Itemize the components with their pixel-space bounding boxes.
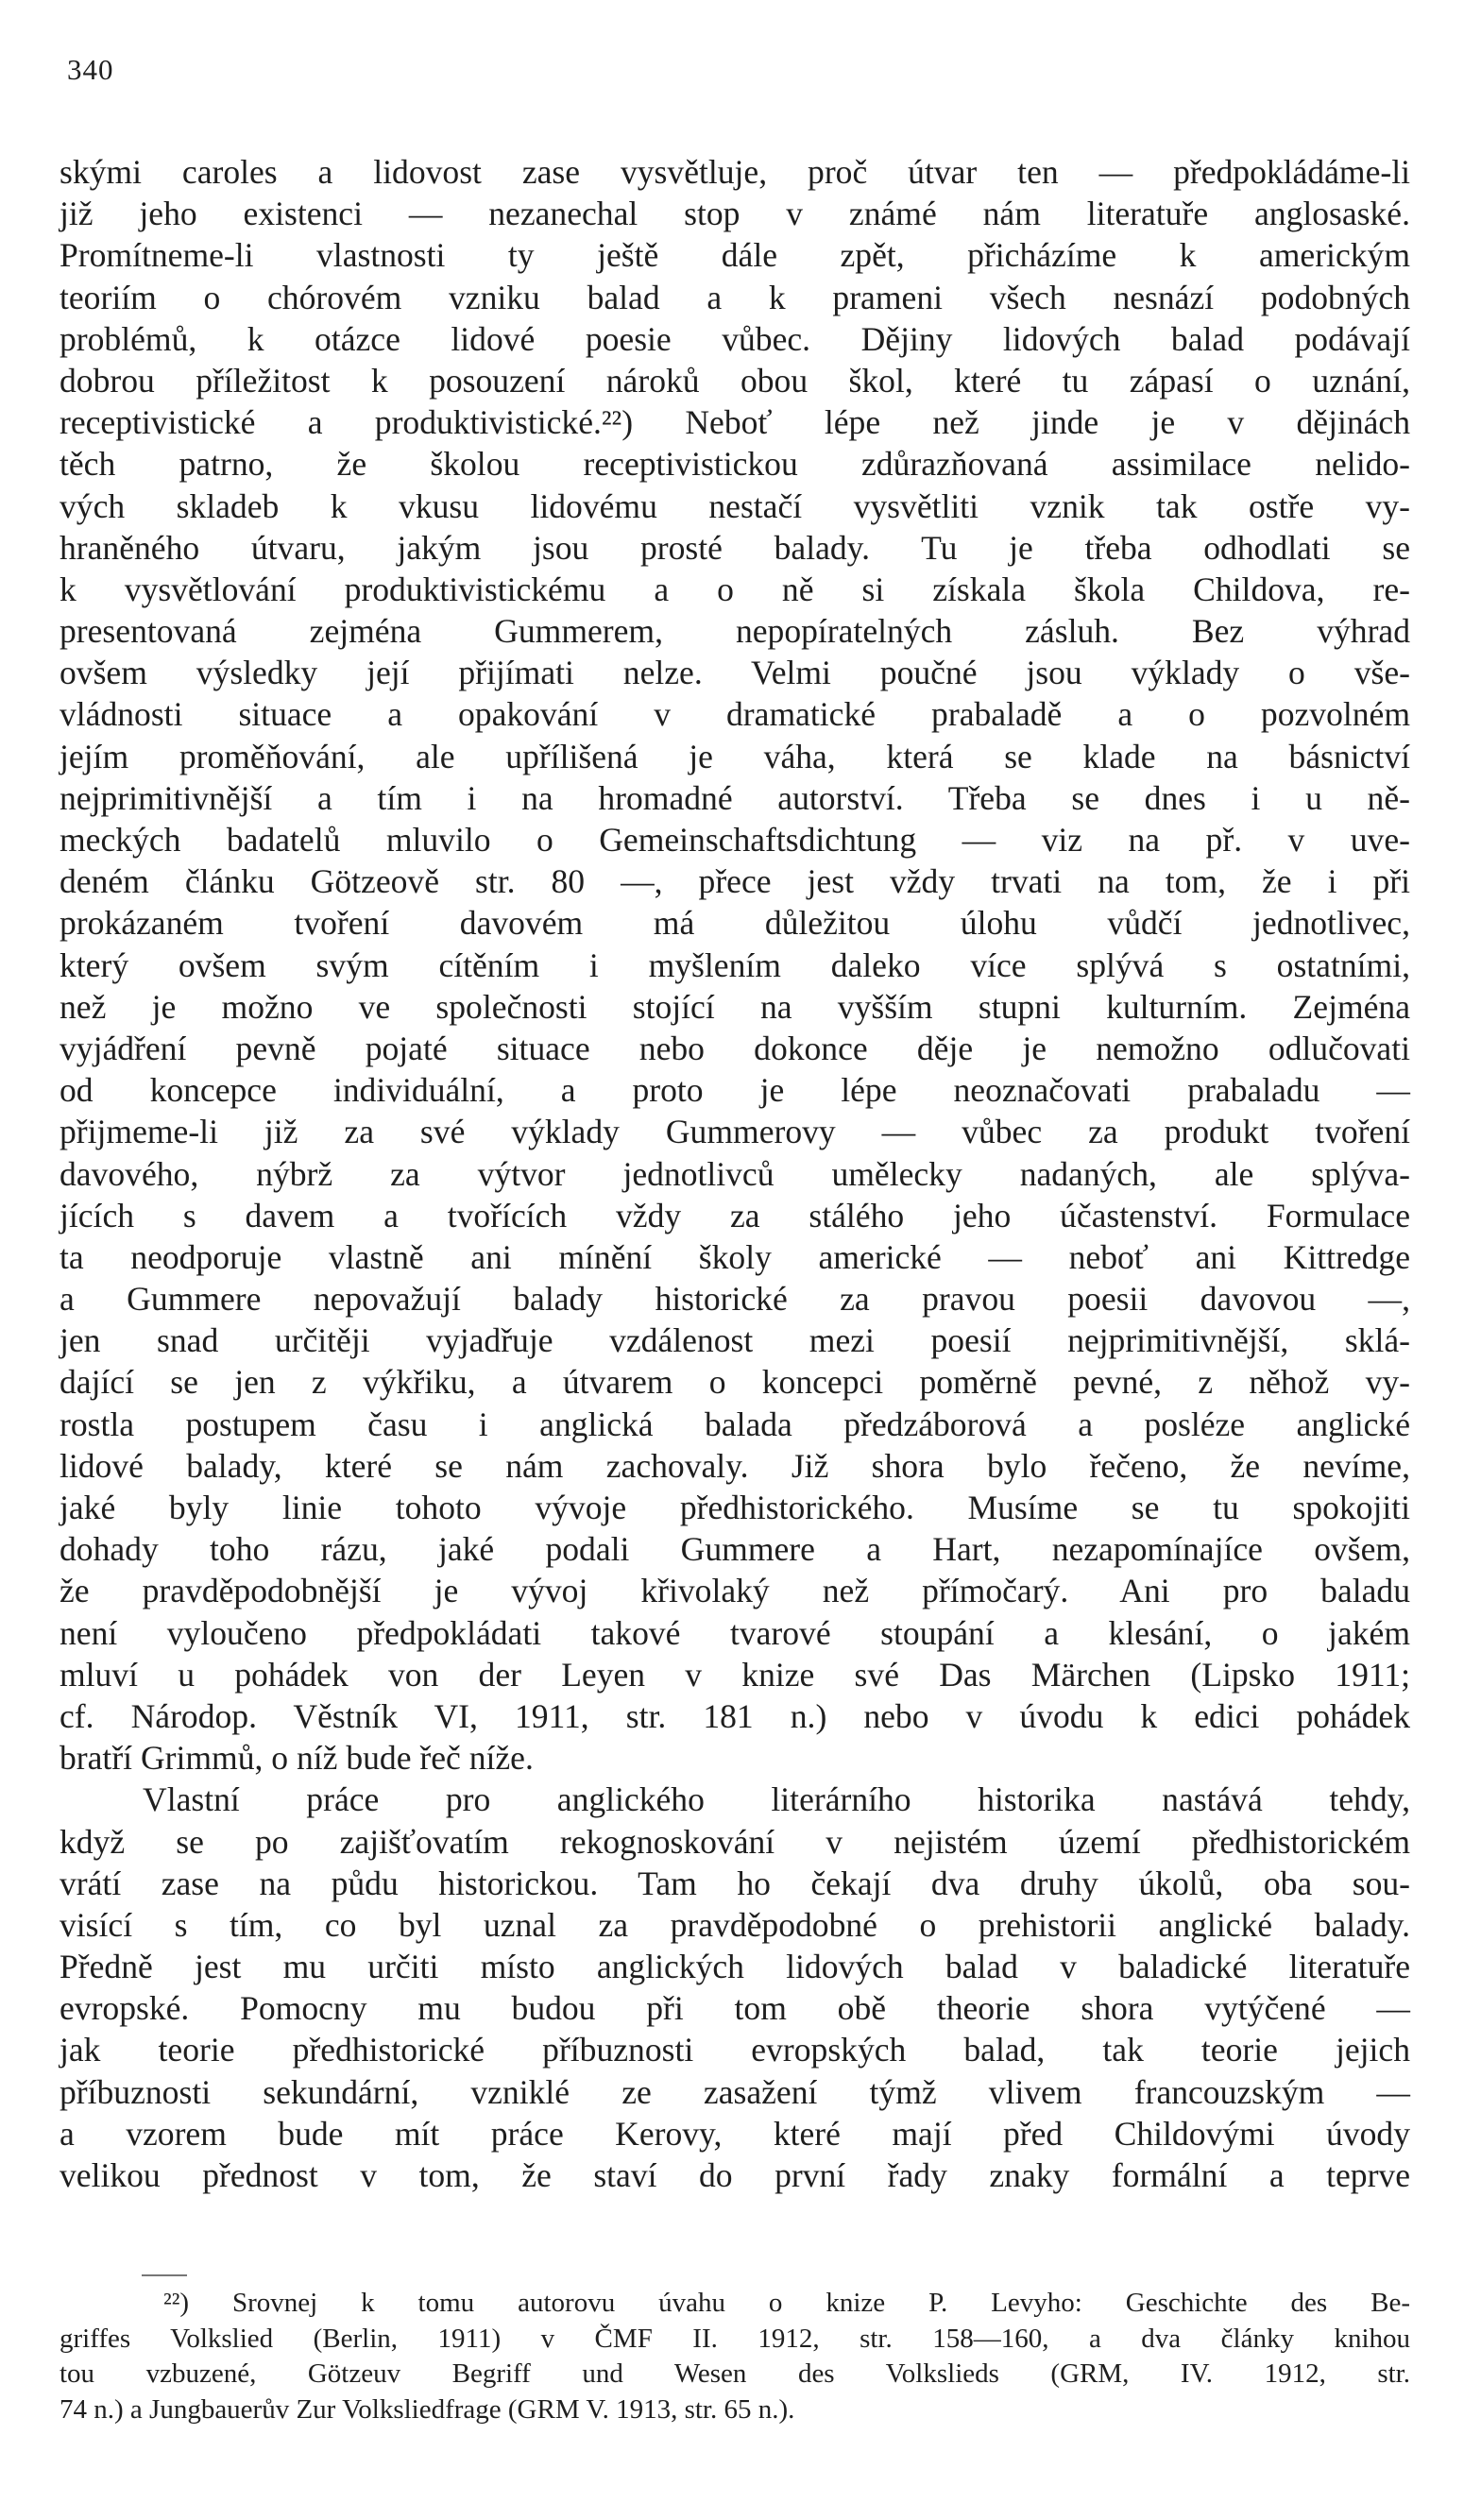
body-line: skými caroles a lidovost zase vysvětluje, proč útvar ten — předpokládáme-li (60, 153, 1410, 191)
body-line: Promítneme-li vlastnosti ty ještě dále zpět, přicházíme k americkým (60, 236, 1410, 275)
body-line: meckých badatelů mluvilo o Gemeinschaftsdichtung — viz na př. v uve- (60, 821, 1410, 859)
body-line: velikou přednost v tom, že staví do první řady znaky formální a teprve (60, 2156, 1410, 2194)
body-line: receptivistické a produktivistické.²²) Neboť lépe než jinde je v dějinách (60, 403, 1410, 442)
body-line: ovšem výsledky její přijímati nelze. Velmi poučné jsou výklady o vše- (60, 654, 1410, 692)
body-line: jících s davem a tvořících vždy za stálého jeho účastenství. Formulace (60, 1196, 1410, 1234)
body-line: mluví u pohádek von der Leyen v knize své Das Märchen (Lipsko 1911; (60, 1655, 1410, 1694)
body-line: presentovaná zejména Gummerem, nepopíratelných zásluh. Bez výhrad (60, 612, 1410, 651)
body-line: lidové balady, které se nám zachovaly. Již shora bylo řečeno, že nevíme, (60, 1446, 1410, 1485)
body-line: deném článku Götzeově str. 80 —, přece jest vždy trvati na tom, že i při (60, 862, 1410, 901)
body-line: cf. Národop. Věstník VI, 1911, str. 181 n.) nebo v úvodu k edici pohádek (60, 1696, 1410, 1735)
body-line: visící s tím, co byl uznal za pravděpodobné o prehistorii anglické balady. (60, 1905, 1410, 1944)
body-line: dobrou příležitost k posouzení nároků obou škol, které tu zápasí o uznání, (60, 361, 1410, 400)
body-line: jejím proměňování, ale upřílišená je váha, která se klade na básnictví (60, 737, 1410, 775)
body-line: prokázaném tvoření davovém má důležitou úlohu vůdčí jednotlivec, (60, 904, 1410, 943)
body-line: bratří Grimmů, o níž bude řeč níže. (60, 1739, 534, 1778)
body-line: jaké byly linie tohoto vývoje předhistorického. Musíme se tu spokojiti (60, 1489, 1410, 1526)
body-line: a Gummere nepovažují balady historické za pravou poesii davovou —, (60, 1280, 1410, 1319)
body-line: jen snad určitěji vyjadřuje vzdálenost mezi poesií nejprimitivnější, sklá- (60, 1321, 1410, 1360)
body-line: Vlastní práce pro anglického literárního historika nastává tehdy, (143, 1780, 1410, 1819)
body-line: od koncepce individuální, a proto je lépe neoznačovati prabaladu — (60, 1071, 1410, 1110)
body-line: dohady toho rázu, jaké podali Gummere a Hart, nezapomínajíce ovšem, (60, 1530, 1410, 1569)
body-line: problémů, k otázce lidové poesie vůbec. Dějiny lidových balad podávají (60, 319, 1410, 358)
footnote-line: 74 n.) a Jungbauerův Zur Volksliedfrage (GRM V. 1913, str. 65 n.). (60, 2393, 795, 2425)
page-number: 340 (67, 53, 114, 86)
body-line: vrátí zase na půdu historickou. Tam ho čekají dva druhy úkolů, oba sou- (60, 1864, 1410, 1902)
body-text (60, 151, 1410, 2196)
body-line: davového, nýbrž za výtvor jednotlivců umělecky nadaných, ale splýva- (60, 1154, 1410, 1193)
body-line: Předně jest mu určiti místo anglických lidových balad v baladické literatuře (60, 1948, 1410, 1986)
body-line: příbuznosti sekundární, vzniklé ze zasažení týmž vlivem francouzským — (60, 2072, 1410, 2111)
body-line: když se po zajišťovatím rekognoskování v nejistém území předhistorickém (60, 1822, 1410, 1861)
body-line: evropské. Pomocny mu budou při tom obě theorie shora vytýčené — (60, 1989, 1410, 2028)
body-line: již jeho existenci — nezanechal stop v známé nám literatuře anglosaské. (60, 195, 1410, 233)
body-line: dající se jen z výkřiku, a útvarem o koncepci poměrně pevné, z něhož vy- (60, 1363, 1410, 1402)
body-line: a vzorem bude mít práce Kerovy, které mají před Childovými úvody (60, 2114, 1410, 2153)
body-line: teoriím o chórovém vzniku balad a k prameni všech nesnází podobných (60, 278, 1410, 316)
body-line: hraněného útvaru, jakým jsou prosté balady. Tu je třeba odhodlati se (60, 528, 1410, 567)
body-line: jak teorie předhistorické příbuznosti evropských balad, tak teorie jejich (60, 2031, 1410, 2069)
body-line: vyjádření pevně pojaté situace nebo dokonce děje je nemožno odlučovati (60, 1029, 1410, 1067)
body-line: vých skladeb k vkusu lidovému nestačí vysvětliti vznik tak ostře vy- (60, 486, 1410, 525)
body-line: rostla postupem času i anglická balada předzáborová a posléze anglické (60, 1405, 1410, 1443)
footnote-line: tou vzbuzené, Götzeuv Begriff und Wesen des Volkslieds (GRM, IV. 1912, str. (60, 2358, 1410, 2389)
body-line: který ovšem svým cítěním i myšlením daleko více splývá s ostatními, (60, 945, 1410, 984)
body-line: k vysvětlování produktivistickému a o ně si získala škola Childova, re- (60, 570, 1410, 608)
body-line: že pravděpodobnější je vývoj křivolaký než přímočarý. Ani pro baladu (60, 1572, 1410, 1610)
body-line: než je možno ve společnosti stojící na vyšším stupni kulturním. Zejména (60, 987, 1410, 1026)
body-line: ta neodporuje vlastně ani mínění školy americké — neboť ani Kittredge (60, 1237, 1410, 1276)
footnote-divider (142, 2274, 187, 2276)
body-line: přijmeme-li již za své výklady Gummerovy — vůbec za produkt tvoření (60, 1113, 1410, 1151)
footnote-line: ²²) Srovnej k tomu autorovu úvahu o knize P. Levyho: Geschichte des Be- (163, 2288, 1410, 2318)
footnote-line: griffes Volkslied (Berlin, 1911) v ČMF II. 1912, str. 158—160, a dva články knihou (60, 2323, 1410, 2354)
body-line: vládnosti situace a opakování v dramatické prabaladě a o pozvolném (60, 695, 1410, 734)
body-line: není vyloučeno předpokládati takové tvarové stoupání a klesání, o jakém (60, 1613, 1410, 1652)
body-line: nejprimitivnější a tím i na hromadné autorství. Třeba se dnes i u ně- (60, 778, 1410, 817)
footnotes (60, 2286, 1410, 2427)
body-line: těch patrno, že školou receptivistickou zdůrazňovaná assimilace nelido- (60, 445, 1410, 484)
